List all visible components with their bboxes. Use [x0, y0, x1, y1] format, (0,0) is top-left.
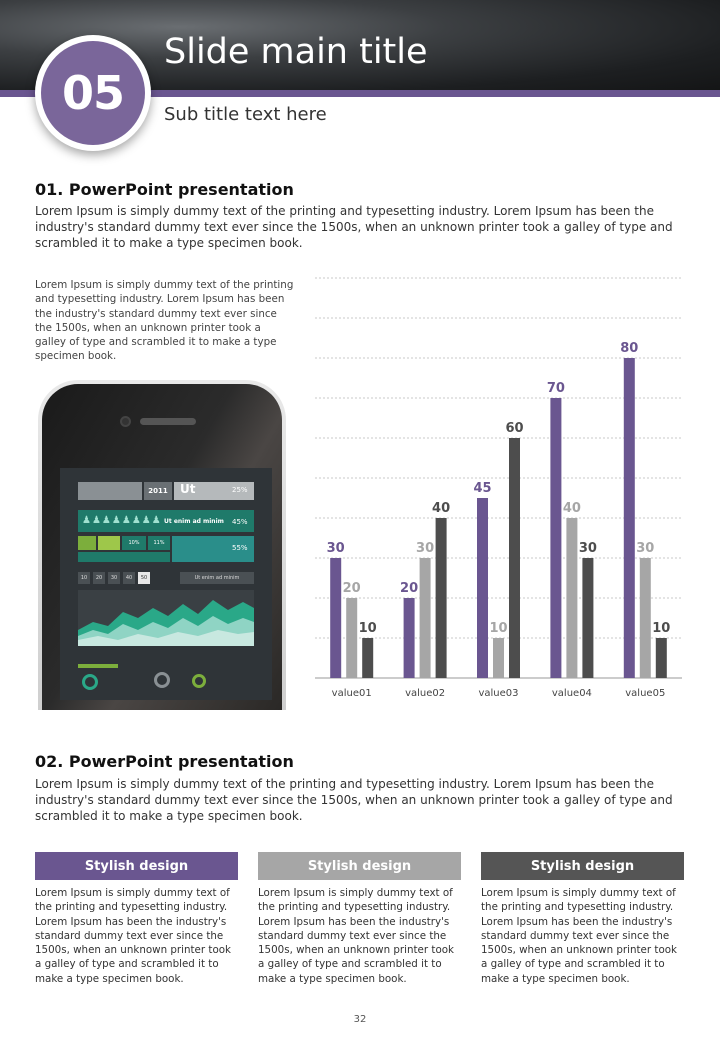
- screen-tile: [78, 536, 96, 550]
- card-2-body: Lorem Ipsum is simply dummy text of the printing and typesetting industry. Lorem Ipsum has been the industry's standard dummy text ever since the 1500s, when an unknown printer took a galley of type and scrambled it to make a type specimen book.: [258, 887, 455, 985]
- page-number: 32: [353, 1014, 367, 1025]
- screen-tile: 50: [138, 572, 150, 584]
- card-3-title: Stylish design: [481, 852, 684, 880]
- screen-row: [78, 552, 170, 562]
- phone-screen: [60, 468, 272, 700]
- speaker-icon: [140, 418, 196, 425]
- data-label: 30: [416, 541, 435, 556]
- bar-value02-series2: [420, 558, 431, 678]
- bar-value03-series1: [477, 498, 488, 678]
- card-1-body: Lorem Ipsum is simply dummy text of the printing and typesetting industry. Lorem Ipsum has been the industry's standard dummy text ever since the 1500s, when an unknown printer took a galley of type and scrambled it to make a type specimen book.: [35, 887, 232, 985]
- screen-tile: 40: [123, 572, 135, 584]
- card-1-title: Stylish design: [35, 852, 238, 880]
- slide-title: Slide main title: [164, 32, 428, 72]
- donut-icon: [154, 672, 170, 688]
- bar-chart: [310, 270, 682, 710]
- screen-tile: 30: [108, 572, 120, 584]
- section1-body: Lorem Ipsum is simply dummy text of the printing and typesetting industry. Lorem Ipsum has been the industry's standard dummy text ever since the 1500s, when an unknown printer took a galley of type and scrambled it to make a type specimen book.: [35, 204, 673, 250]
- data-label: 10: [489, 621, 508, 636]
- bar-value01-series3: [362, 638, 373, 678]
- data-label: 40: [432, 501, 451, 516]
- bar-value05-series3: [656, 638, 667, 678]
- data-label: 70: [546, 381, 565, 396]
- slide-subtitle: Sub title text here: [164, 104, 327, 125]
- x-tick-label: value02: [405, 688, 446, 699]
- bar-value04-series2: [566, 518, 577, 678]
- screen-tile: [98, 536, 120, 550]
- bar-chart-svg: [310, 270, 682, 710]
- phone-illustration: [38, 380, 286, 710]
- x-tick-label: value04: [551, 688, 592, 699]
- data-label: 30: [636, 541, 655, 556]
- data-label: 40: [562, 501, 581, 516]
- screen-tile: 10%: [122, 536, 146, 550]
- section1-title: 01. PowerPoint presentation: [35, 180, 294, 199]
- bar-value03-series3: [509, 438, 520, 678]
- bar-value01-series2: [346, 598, 357, 678]
- screen-pct: 45%: [232, 518, 248, 526]
- x-tick-label: value01: [331, 688, 372, 699]
- data-label: 30: [578, 541, 597, 556]
- data-label: 80: [620, 341, 639, 356]
- section2-body: Lorem Ipsum is simply dummy text of the printing and typesetting industry. Lorem Ipsum has been the industry's standard dummy text ever since the 1500s, when an unknown printer took a galley of type and scrambled it to make a type specimen book.: [35, 777, 673, 823]
- screen-label: Ut enim ad minim: [164, 518, 224, 525]
- screen-tiles: [78, 572, 150, 584]
- data-label: 20: [342, 581, 361, 596]
- donut-icon: [192, 674, 206, 688]
- screen-tile: 10: [78, 572, 90, 584]
- bar-value05-series1: [624, 358, 635, 678]
- screen-pct: 55%: [232, 544, 248, 552]
- slide-number: 05: [41, 41, 145, 145]
- section2-title: 02. PowerPoint presentation: [35, 752, 294, 771]
- bar-value01-series1: [330, 558, 341, 678]
- data-label: 60: [505, 421, 524, 436]
- bar-value04-series1: [550, 398, 561, 678]
- bar-value02-series3: [436, 518, 447, 678]
- screen-tile: 20: [93, 572, 105, 584]
- phone-body: [42, 384, 282, 710]
- data-label: 45: [473, 481, 492, 496]
- data-label: 30: [326, 541, 345, 556]
- data-label: 10: [652, 621, 671, 636]
- slide-number-badge: [35, 35, 151, 151]
- data-label: 20: [400, 581, 419, 596]
- donut-icon: [82, 674, 98, 690]
- screen-line: [78, 664, 118, 668]
- screen-pct: 25%: [232, 486, 248, 494]
- bar-value05-series2: [640, 558, 651, 678]
- screen-tile: 11%: [148, 536, 170, 550]
- card-2-title: Stylish design: [258, 852, 461, 880]
- x-tick-label: value05: [625, 688, 666, 699]
- bar-value04-series3: [582, 558, 593, 678]
- card-3-body: Lorem Ipsum is simply dummy text of the printing and typesetting industry. Lorem Ipsum has been the industry's standard dummy text ever since the 1500s, when an unknown printer took a galley of type and scrambled it to make a type specimen book.: [481, 887, 678, 985]
- data-label: 10: [358, 621, 377, 636]
- bar-value02-series1: [404, 598, 415, 678]
- screen-label: Ut enim ad minim: [180, 572, 254, 584]
- screen-block: [78, 482, 142, 500]
- bar-value03-series2: [493, 638, 504, 678]
- x-tick-label: value03: [478, 688, 519, 699]
- screen-area-graph: [78, 590, 254, 646]
- camera-icon: [120, 416, 131, 427]
- screen-ut: Ut: [180, 482, 196, 496]
- screen-year: 2011: [144, 482, 172, 500]
- section1-side-text: Lorem Ipsum is simply dummy text of the printing and typesetting industry. Lorem Ipsum has been the industry's standard dummy text ever since the 1500s, when an unknown printer took a galley of type and scrambled it to make a type specimen book.: [35, 279, 294, 363]
- people-icon: ♟♟♟♟♟♟♟♟: [82, 515, 162, 526]
